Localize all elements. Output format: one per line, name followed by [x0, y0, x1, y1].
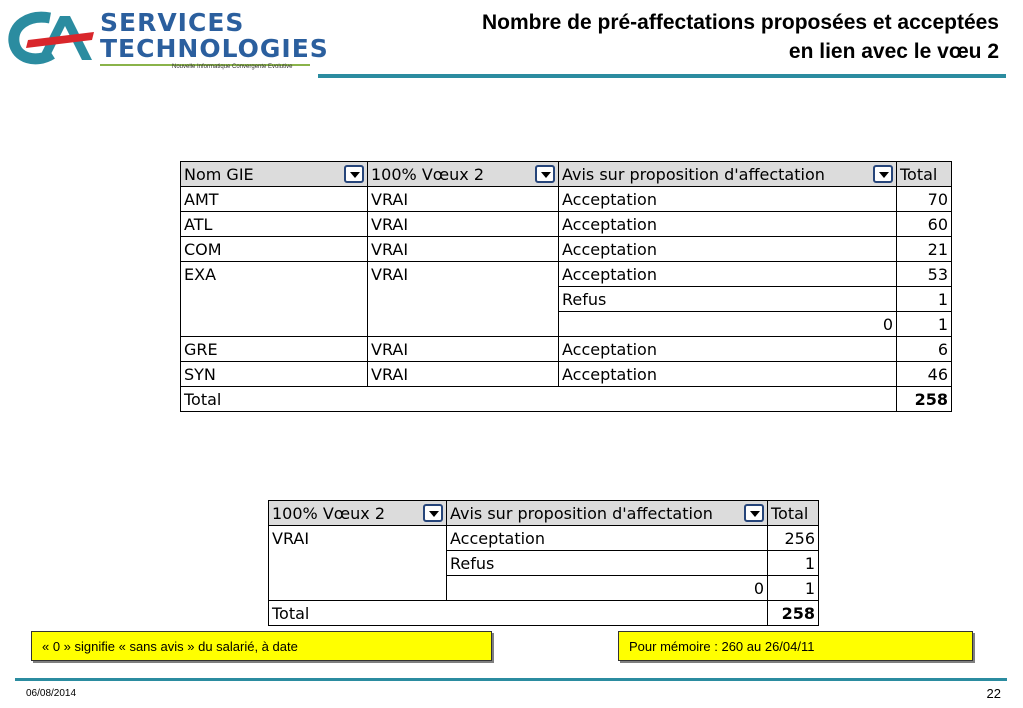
- total-label: Total: [181, 387, 897, 412]
- filter-dropdown-icon[interactable]: [423, 504, 443, 522]
- table-row: [181, 187, 952, 212]
- table-row: [181, 312, 952, 337]
- cell-gie: GRE: [181, 337, 368, 362]
- company-logo: [8, 6, 329, 76]
- table-row: [269, 526, 819, 551]
- title-line2: en lien avec le vœu 2: [788, 40, 999, 63]
- cell-avis: Acceptation: [447, 526, 768, 551]
- table-header-row: [181, 162, 952, 187]
- footer-divider: [15, 678, 1007, 681]
- filter-dropdown-icon[interactable]: [344, 165, 364, 183]
- header-cell-voeux: [269, 501, 447, 526]
- table-total-row: [181, 387, 952, 412]
- header-cell-total: Total: [897, 162, 952, 187]
- table-header-row: [269, 501, 819, 526]
- table-row: [269, 551, 819, 576]
- cell-total: 70: [897, 187, 952, 212]
- logo-brand-line1: SERVICES: [100, 8, 245, 37]
- logo-brand-line2: TECHNOLOGIES: [100, 34, 329, 63]
- cell-avis: 0: [447, 576, 768, 601]
- cell-gie: ATL: [181, 212, 368, 237]
- cell-voeux: VRAI: [368, 212, 559, 237]
- cell-voeux: [368, 287, 559, 312]
- total-label: Total: [269, 601, 768, 626]
- cell-total: 46: [897, 362, 952, 387]
- cell-voeux: VRAI: [269, 526, 447, 551]
- note-reminder: Pour mémoire : 260 au 26/04/11: [618, 631, 973, 661]
- cell-avis: Refus: [447, 551, 768, 576]
- table-row: [269, 576, 819, 601]
- table-row: [181, 237, 952, 262]
- header-cell-nom-gie: [181, 162, 368, 187]
- cell-gie: AMT: [181, 187, 368, 212]
- filter-dropdown-icon[interactable]: [873, 165, 893, 183]
- header-label: Avis sur proposition d'affectation: [562, 164, 825, 184]
- pivot-table-summary: [268, 500, 819, 626]
- cell-total: 1: [768, 576, 819, 601]
- cell-voeux: [269, 576, 447, 601]
- cell-avis: Acceptation: [559, 262, 897, 287]
- cell-voeux: VRAI: [368, 262, 559, 287]
- header-cell-voeux: [368, 162, 559, 187]
- cell-voeux: VRAI: [368, 187, 559, 212]
- header-label: 100% Vœux 2: [272, 503, 386, 523]
- note-sans-avis: « 0 » signifie « sans avis » du salarié, à date: [31, 631, 492, 661]
- cell-avis: Acceptation: [559, 337, 897, 362]
- header-label: Avis sur proposition d'affectation: [450, 503, 713, 523]
- cell-avis: Acceptation: [559, 362, 897, 387]
- cell-voeux: VRAI: [368, 362, 559, 387]
- cell-total: 6: [897, 337, 952, 362]
- ca-logo-icon: [8, 10, 94, 70]
- cell-total: 256: [768, 526, 819, 551]
- cell-gie: [181, 287, 368, 312]
- filter-dropdown-icon[interactable]: [744, 504, 764, 522]
- table-row: [181, 287, 952, 312]
- title-divider: [318, 74, 1006, 78]
- table-row: [181, 212, 952, 237]
- header-label: 100% Vœux 2: [371, 164, 485, 184]
- header-cell-avis: [447, 501, 768, 526]
- footer-date: 06/08/2014: [26, 688, 77, 699]
- cell-total: 53: [897, 262, 952, 287]
- cell-voeux: VRAI: [368, 237, 559, 262]
- cell-total: 60: [897, 212, 952, 237]
- table-row: [181, 337, 952, 362]
- header-label: Nom GIE: [184, 164, 254, 184]
- cell-avis: Refus: [559, 287, 897, 312]
- cell-total: 1: [768, 551, 819, 576]
- page-title: [359, 8, 999, 66]
- cell-avis: Acceptation: [559, 187, 897, 212]
- cell-avis: Acceptation: [559, 212, 897, 237]
- cell-avis: Acceptation: [559, 237, 897, 262]
- title-line1: Nombre de pré-affectations proposées et acceptées: [481, 11, 999, 34]
- logo-tagline: Nouvelle Informatique Convergente Evolutive: [172, 64, 293, 70]
- pivot-table-by-gie: [180, 161, 952, 412]
- table-total-row: [269, 601, 819, 626]
- table-row: [181, 262, 952, 287]
- header-cell-avis: [559, 162, 897, 187]
- header-cell-total: Total: [768, 501, 819, 526]
- cell-gie: [181, 312, 368, 337]
- grand-total: 258: [897, 387, 952, 412]
- cell-gie: COM: [181, 237, 368, 262]
- filter-dropdown-icon[interactable]: [535, 165, 555, 183]
- cell-total: 1: [897, 312, 952, 337]
- cell-voeux: VRAI: [368, 337, 559, 362]
- cell-total: 1: [897, 287, 952, 312]
- grand-total: 258: [768, 601, 819, 626]
- page-number: 22: [986, 686, 1001, 701]
- table-row: [181, 362, 952, 387]
- cell-total: 21: [897, 237, 952, 262]
- cell-gie: EXA: [181, 262, 368, 287]
- cell-gie: SYN: [181, 362, 368, 387]
- cell-voeux: [269, 551, 447, 576]
- cell-avis: 0: [559, 312, 897, 337]
- cell-voeux: [368, 312, 559, 337]
